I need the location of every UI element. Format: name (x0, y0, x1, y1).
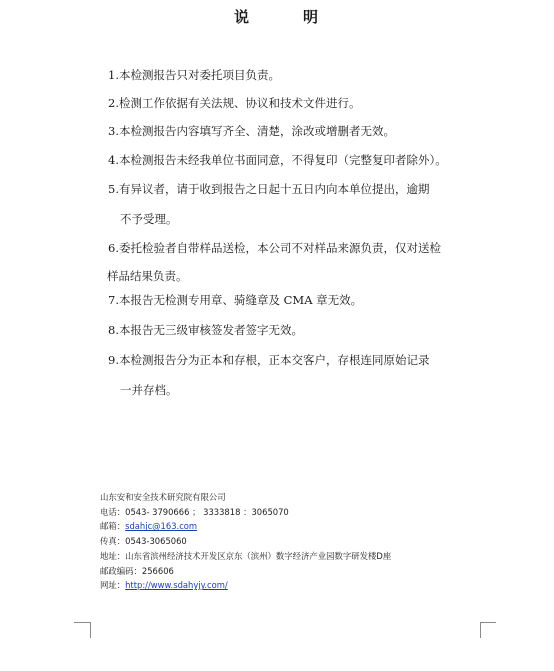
note-item-6: 6.委托检验者自带样品送检，本公司不对样品来源负责，仅对送检 (108, 241, 441, 255)
phone-line: 电话：0543- 3790666 ； 3333818 ：3065070 (100, 506, 289, 517)
fax-line: 传真：0543-3065060 (100, 536, 187, 547)
website-label: 网址： (100, 580, 126, 591)
note-item-9: 9.本检测报告分为正本和存根，正本交客户，存根连同原始记录 (108, 353, 430, 367)
page-title (0, 6, 554, 27)
postcode-line: 邮政编码：256606 (100, 565, 174, 576)
note-item-4: 4.本检测报告未经我单位书面同意，不得复印（完整复印者除外）。 (108, 153, 447, 167)
address-line: 地址：山东省滨州经济技术开发区京东（滨州）数字经济产业园数字研发楼D座 (100, 550, 392, 561)
note-item-6-continued: 样品结果负责。 (107, 269, 188, 283)
crop-mark-bottom-right-horizontal (480, 622, 496, 623)
note-item-3: 3.本检测报告内容填写齐全、清楚，涂改或增删者无效。 (108, 124, 395, 138)
title-char-right: 明 (303, 8, 321, 26)
title-char-left: 说 (233, 8, 251, 26)
website-link[interactable]: http://www.sdahyjy.com/ (125, 580, 228, 591)
website-line (100, 578, 391, 593)
email-line (100, 519, 391, 534)
crop-mark-bottom-right (480, 622, 497, 638)
contact-footer (100, 490, 391, 593)
note-item-8: 8.本报告无三级审核签发者签字无效。 (108, 323, 303, 337)
email-label: 邮箱： (100, 521, 126, 532)
note-item-2: 2.检测工作依据有关法规、协议和技术文件进行。 (108, 96, 361, 110)
note-item-5: 5.有异议者，请于收到报告之日起十五日内向本单位提出，逾期 (108, 182, 430, 196)
note-item-9-continued: 一并存档。 (120, 383, 178, 397)
note-item-7: 7.本报告无检测专用章、骑缝章及 CMA 章无效。 (108, 293, 363, 307)
note-item-1: 1.本检测报告只对委托项目负责。 (108, 68, 280, 82)
crop-mark-bottom-left-horizontal (74, 622, 90, 623)
email-link[interactable]: sdahjc@163.com (125, 521, 198, 532)
note-item-5-continued: 不予受理。 (120, 212, 178, 226)
company-name: 山东安和安全技术研究院有限公司 (100, 492, 226, 502)
crop-mark-bottom-left (74, 622, 91, 638)
